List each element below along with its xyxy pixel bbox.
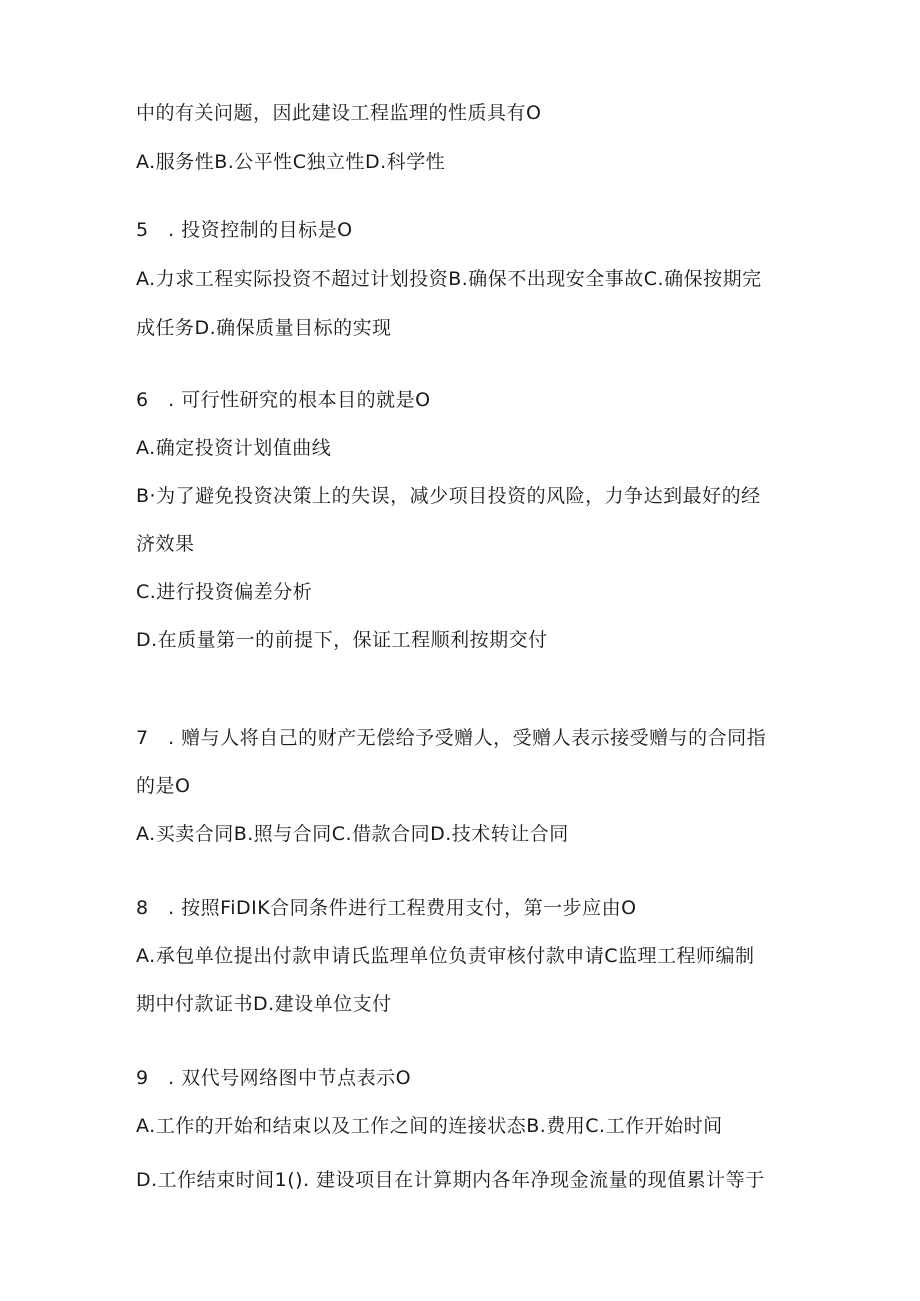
text-line: B·为了避免投资决策上的失误，减少项目投资的风险，力争达到最好的经: [136, 485, 761, 507]
text-line: A.工作的开始和结束以及工作之间的连接状态B.费用C.工作开始时间: [136, 1115, 723, 1137]
text-line: 期中付款证书D.建设单位支付: [136, 993, 392, 1015]
text-line: 的是O: [136, 775, 191, 797]
text-line: A.服务性B.公平性C独立性D.科学性: [136, 151, 446, 173]
question-5: 5 . 投资控制的目标是O: [136, 219, 353, 241]
question-8: 8 . 按照FiDIK合同条件进行工程费用支付，第一步应由O: [136, 897, 637, 919]
text-line: 成任务D.确保质量目标的实现: [136, 317, 392, 339]
text-line: C.进行投资偏差分析: [136, 581, 313, 603]
text-line: A.买卖合同B.照与合同C.借款合同D.技术转让合同: [136, 823, 569, 845]
text-line: 济效果: [136, 533, 195, 555]
question-7: 7 . 赠与人将自己的财产无偿给予受赠人，受赠人表示接受赠与的合同指: [136, 727, 767, 749]
text-line: D.在质量第一的前提下，保证工程顺利按期交付: [136, 629, 548, 651]
text-line: A.确定投资计划值曲线: [136, 437, 332, 459]
question-6: 6 . 可行性研究的根本目的就是O: [136, 389, 431, 411]
text-line: 中的有关问题，因此建设工程监理的性质具有O: [136, 102, 542, 124]
text-line: A.承包单位提出付款申请氏监理单位负责审核付款申请C监理工程师编制: [136, 945, 755, 967]
text-line: A.力求工程实际投资不超过计划投资B.确保不出现安全事故C.确保按期完: [136, 268, 762, 290]
text-line: D.工作结束时间1(). 建设项目在计算期内各年净现金流量的现值累计等于: [136, 1169, 765, 1191]
question-9: 9 . 双代号网络图中节点表示O: [136, 1067, 412, 1089]
